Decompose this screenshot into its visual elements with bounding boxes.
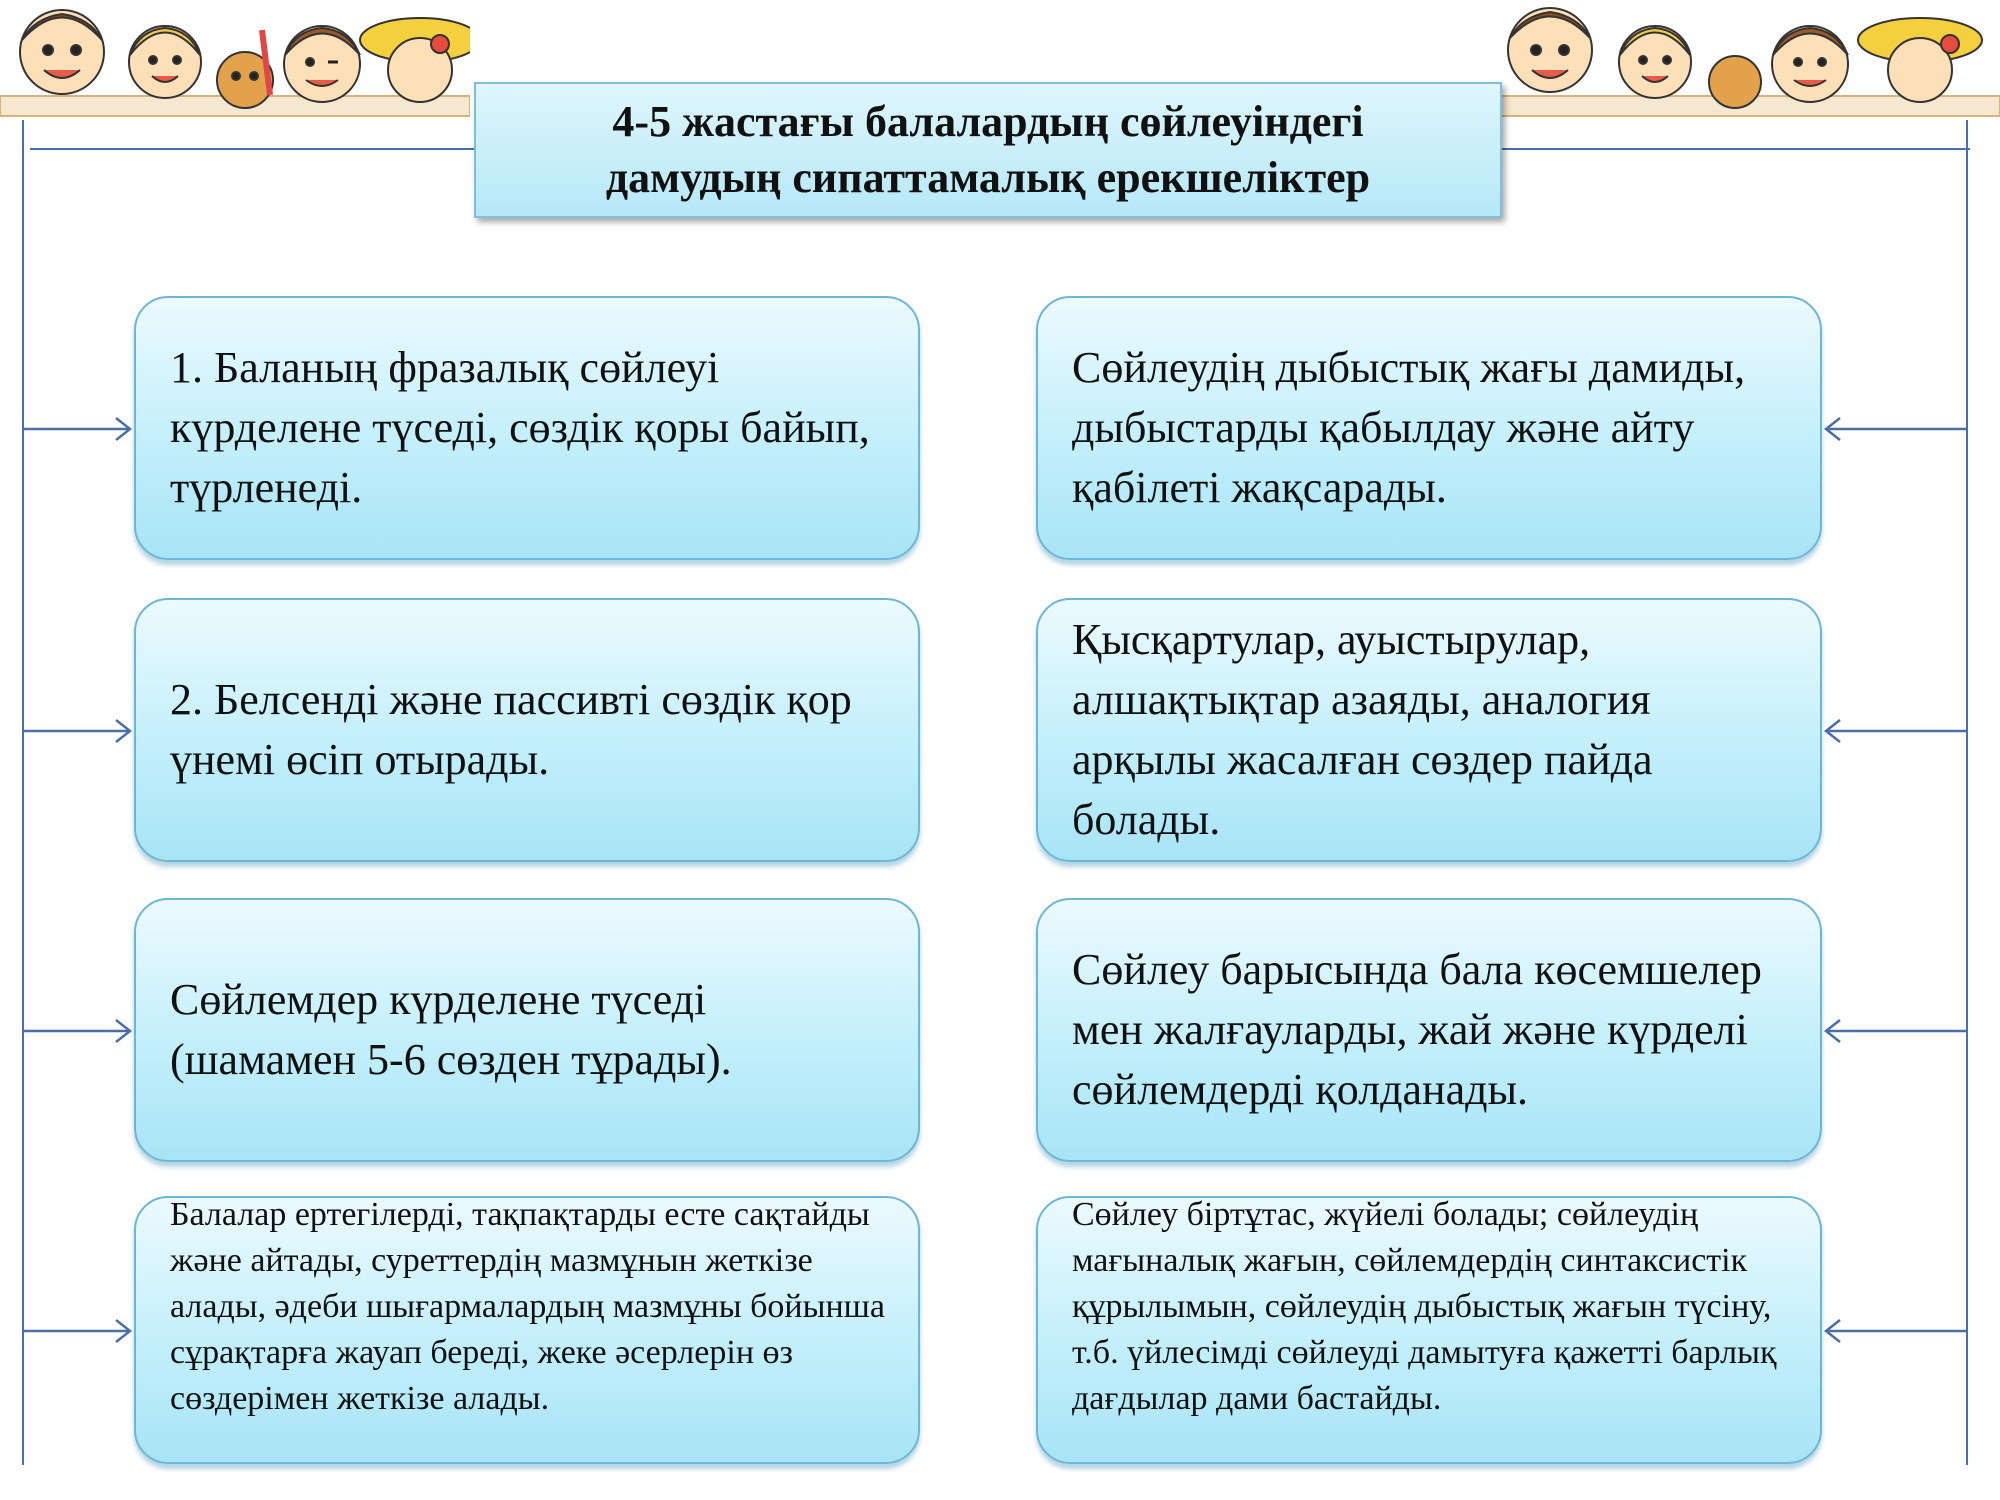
left-box-4 [134, 1196, 920, 1464]
left-box-2-text: 2. Белсенді және пассивті сөздік қор үнемі өсіп отырады. [170, 675, 852, 784]
frame-left-line [22, 120, 24, 1465]
right-box-2 [1036, 598, 1822, 862]
left-box-3-text: Сөйлемдер күрделене түседі (шамамен 5-6 сөзден тұрады). [170, 975, 732, 1084]
arrow-right-icon [24, 1016, 134, 1046]
arrow-left-icon [1822, 414, 1968, 444]
right-box-4-text: Сөйлеу біртұтас, жүйелі болады; сөйлеудің мағыналық жағын, сөйлемдердің синтаксистік құрылымын, сөйлеудің дыбыстық жағын түсіну, т.б. үйлесімді сөйлеуді дамытуға қажетті барлық дағдылар дами бастайды. [1072, 1196, 1777, 1417]
left-box-2 [134, 598, 920, 862]
arrow-left-icon [1822, 716, 1968, 746]
title-box [474, 82, 1502, 218]
left-box-3 [134, 898, 920, 1162]
right-box-2-text: Қысқартулар, ауыстырулар, алшақтықтар азаяды, аналогия арқылы жасалған сөздер пайда болады. [1072, 615, 1653, 844]
cartoon-children-decoration-left [0, 0, 470, 130]
right-box-4 [1036, 1196, 1822, 1464]
left-box-1 [134, 296, 920, 560]
arrow-left-icon [1822, 1316, 1968, 1346]
left-box-4-text: Балалар ертегілерді, тақпақтарды есте сақтайды және айтады, суреттердің мазмұнын жеткізе алады, әдеби шығармалардың мазмұны бойынша сұрақтарға жауап береді, жеке әсерлерін өз сөздерімен жеткізе алады. [170, 1196, 885, 1417]
arrow-right-icon [24, 414, 134, 444]
right-box-3-text: Сөйлеу барысында бала көсемшелер мен жалғауларды, жай және күрделі сөйлемдерді қолданады. [1072, 945, 1762, 1114]
arrow-left-icon [1822, 1016, 1968, 1046]
page-title: 4-5 жастағы балалардың сөйлеуіндегі дамудың сипаттамалық ерекшеліктер [605, 97, 1371, 202]
arrow-right-icon [24, 716, 134, 746]
frame-right-line [1966, 120, 1968, 1465]
arrow-right-icon [24, 1316, 134, 1346]
right-box-3 [1036, 898, 1822, 1162]
right-box-1-text: Сөйлеудің дыбыстық жағы дамиды, дыбыстарды қабылдау және айту қабілеті жақсарады. [1072, 343, 1746, 512]
right-box-1 [1036, 296, 1822, 560]
cartoon-children-decoration-right [1480, 0, 2000, 130]
left-box-1-text: 1. Баланың фразалық сөйлеуі күрделене түседі, сөздік қоры байып, түрленеді. [170, 343, 870, 512]
